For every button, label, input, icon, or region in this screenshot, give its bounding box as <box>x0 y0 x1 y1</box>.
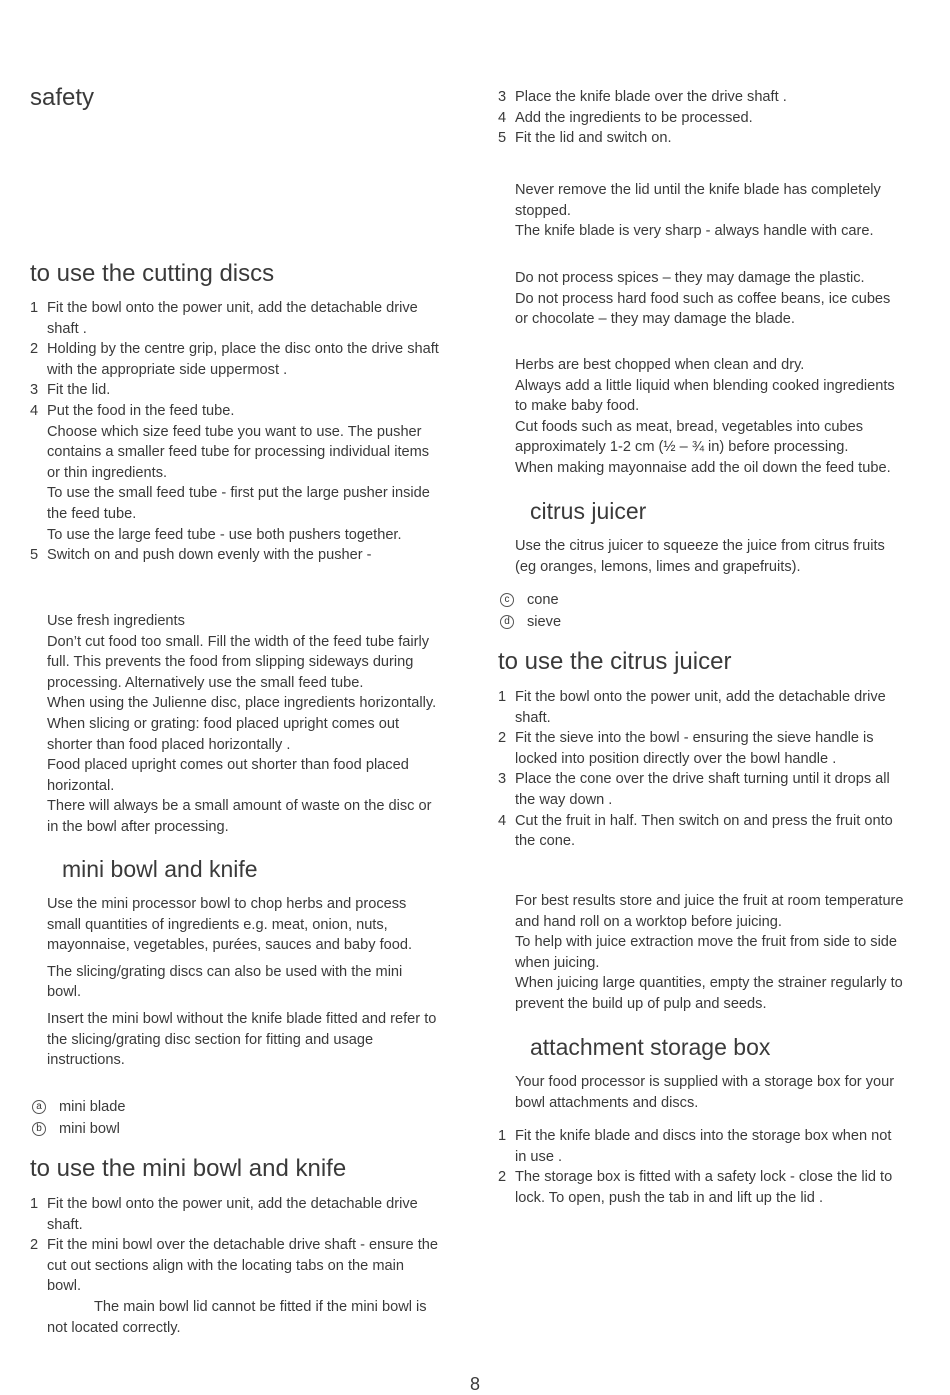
safety-heading <box>30 84 460 112</box>
text-line: Insert the mini bowl without the knife blade fitted and refer to <box>47 1010 437 1027</box>
step-text-line: cut out sections align with the locating tabs on the main <box>47 1257 404 1274</box>
step-text-line: the feed tube. <box>47 505 137 522</box>
storage-intro <box>498 1072 928 1113</box>
step-number: 1 <box>30 1196 39 1212</box>
cutting-hints <box>30 611 460 838</box>
step-number: 4 <box>498 812 507 829</box>
step-item <box>30 339 460 380</box>
step-text-line: bowl. <box>47 1278 82 1295</box>
step-text-line: shaft . <box>47 320 87 337</box>
text-line: Do not process spices – they may damage the plastic. <box>515 270 865 286</box>
step-text-line: Place the knife blade over the drive shaft . <box>515 89 787 105</box>
step-text-line: or thin ingredients. <box>47 464 168 481</box>
text-line: and hand roll on a worktop before juicing. <box>515 913 782 930</box>
text-line: in the bowl after processing. <box>47 818 229 835</box>
circled-letter-icon: c <box>500 593 514 607</box>
part-label: mini bowl <box>59 1121 120 1137</box>
step-text-line: Fit the knife blade and discs into the storage box when not <box>515 1128 892 1145</box>
step-text-line: contains a smaller feed tube for processing individual items <box>47 444 430 461</box>
step-text-line: Place the cone over the drive shaft turning until it drops all <box>515 771 890 788</box>
step-item <box>498 108 928 129</box>
text-line: Use the citrus juicer to squeeze the juice from citrus fruits <box>515 538 885 554</box>
mini-discs-note <box>30 962 460 1003</box>
step-number: 3 <box>498 89 507 105</box>
heading-cutting-discs: to use the cutting discs <box>30 260 275 287</box>
warning-process-text <box>498 268 928 330</box>
part-label: cone <box>527 592 559 608</box>
step-text-line: Fit the sieve into the bowl - ensuring the sieve handle is <box>515 730 874 747</box>
step-number: 1 <box>498 1128 507 1145</box>
citrus-steps <box>498 687 928 852</box>
text-line: (eg oranges, lemons, limes and grapefruits). <box>515 558 801 575</box>
step-text-line: the way down . <box>515 791 613 808</box>
text-line: Your food processor is supplied with a storage box for your <box>515 1074 895 1090</box>
heading-safety: safety <box>30 84 95 111</box>
text-line: The knife blade is very sharp - always handle with care. <box>515 223 874 240</box>
step-item <box>30 401 460 545</box>
text-line: mayonnaise, vegetables, purées, sauces and baby food. <box>47 937 413 954</box>
step-number: 4 <box>498 109 507 126</box>
hint-list <box>30 611 460 838</box>
heading-mini-bowl: mini bowl and knife <box>62 856 258 882</box>
citrus-hints <box>498 891 928 1015</box>
text-line: When juicing large quantities, empty the strainer regularly to <box>515 975 903 992</box>
citrus-intro <box>498 536 928 577</box>
step-text-line: Add the ingredients to be processed. <box>515 109 753 126</box>
circled-letter-icon: a <box>32 1100 46 1114</box>
text-line: Do not process hard food such as coffee beans, ice cubes <box>515 290 891 307</box>
heading-citrus: citrus juicer <box>530 498 647 524</box>
step-item <box>30 298 460 339</box>
text-line: Herbs are best chopped when clean and dry. <box>515 357 805 373</box>
step-item <box>498 687 928 728</box>
text-line: shorter than food placed horizontally . <box>47 736 291 753</box>
text-line: instructions. <box>47 1052 125 1069</box>
knife-hints <box>498 355 928 479</box>
warning-knife <box>498 180 928 242</box>
step-text-line: in use . <box>515 1148 563 1165</box>
text-line: to make baby food. <box>515 398 640 415</box>
step-item <box>30 1235 460 1297</box>
section-cutting-discs <box>30 260 460 566</box>
step-number: 2 <box>498 730 507 747</box>
step-number: 3 <box>30 382 39 399</box>
text-line: To help with juice extraction move the fruit from side to side <box>515 934 898 951</box>
step-text-line: Fit the lid and switch on. <box>515 130 672 147</box>
text-line: stopped. <box>515 202 571 219</box>
step-text-line: the cone. <box>515 833 576 850</box>
step-text-line: Fit the mini bowl over the detachable drive shaft - ensure the <box>47 1237 438 1254</box>
circled-letter-icon: b <box>32 1122 46 1136</box>
text-line: horizontal. <box>47 777 115 794</box>
text-line: Use the mini processor bowl to chop herbs and process <box>47 896 407 912</box>
text-line: Cut foods such as meat, bread, vegetables into cubes <box>515 418 864 435</box>
hint-list <box>498 355 928 479</box>
text-line: The main bowl lid cannot be fitted if the mini bowl is <box>94 1298 427 1315</box>
text-line: Use fresh ingredients <box>47 613 185 629</box>
section-use-mini <box>30 1155 460 1338</box>
step-number: 2 <box>498 1169 507 1186</box>
text-line: small quantities of ingredients e.g. meat, onion, nuts, <box>47 916 388 933</box>
text-line: bowl. <box>47 984 82 1001</box>
step-number: 3 <box>498 771 507 788</box>
step-text-line: The storage box is fitted with a safety lock - close the lid to <box>515 1169 893 1186</box>
step-number: 5 <box>498 130 507 147</box>
text-line: the slicing/grating disc section for fitting and usage <box>47 1031 374 1048</box>
text-line: or chocolate – they may damage the blade. <box>515 311 795 328</box>
step-text-line: To use the large feed tube - use both pushers together. <box>47 526 402 543</box>
step-number: 2 <box>30 341 39 358</box>
mini-intro <box>30 894 460 956</box>
text-line: Never remove the lid until the knife blade has completely <box>515 182 881 198</box>
storage-steps <box>498 1126 928 1208</box>
step-text-line: Fit the bowl onto the power unit, add the detachable drive <box>515 689 886 705</box>
step-text-line: Holding by the centre grip, place the disc onto the drive shaft <box>47 341 439 358</box>
text-line: when juicing. <box>515 954 600 971</box>
mini-insert-note <box>30 1009 460 1071</box>
citrus-parts <box>498 590 928 634</box>
step-text-line: Choose which size feed tube you want to use. The pusher <box>47 423 422 440</box>
hint-list <box>498 891 928 1015</box>
step-text-line: To use the small feed tube - first put the large pusher inside <box>47 485 430 502</box>
warning-process <box>498 268 928 330</box>
text-line: not located correctly. <box>47 1319 181 1336</box>
section-mini-bowl <box>30 855 460 1071</box>
step-item <box>498 769 928 810</box>
step-text-line: locked into position directly over the bowl handle . <box>515 750 837 767</box>
text-line: prevent the build up of pulp and seeds. <box>515 995 767 1012</box>
text-line: Food placed upright comes out shorter than food placed <box>47 757 409 774</box>
step-item <box>30 380 460 401</box>
cutting-steps <box>30 298 460 566</box>
step-text-line: with the appropriate side uppermost . <box>47 361 288 378</box>
page-number: 8 <box>469 1374 480 1394</box>
mini-steps <box>30 1194 460 1297</box>
heading-use-mini: to use the mini bowl and knife <box>30 1155 347 1182</box>
text-line: full. This prevents the food from slipping sideways during <box>47 654 414 671</box>
step-item <box>498 811 928 852</box>
step-item <box>30 1194 460 1235</box>
part-label: sieve <box>527 614 562 630</box>
step-text-line: Cut the fruit in half. Then switch on and press the fruit onto <box>515 812 893 829</box>
text-line: bowl attachments and discs. <box>515 1094 699 1111</box>
step-text-line: Fit the lid. <box>47 382 111 399</box>
mini-parts <box>30 1097 460 1141</box>
circled-letter-icon: d <box>500 615 514 629</box>
text-line: processing. Alternatively use the small feed tube. <box>47 674 364 691</box>
step-number: 5 <box>30 547 39 564</box>
text-line: Always add a little liquid when blending cooked ingredients <box>515 377 895 394</box>
step-text-line: Fit the bowl onto the power unit, add the detachable drive <box>47 300 418 316</box>
step-number: 4 <box>30 402 39 419</box>
step-item <box>498 728 928 769</box>
heading-storage: attachment storage box <box>530 1034 771 1060</box>
mini-lid-note <box>30 1297 460 1338</box>
step-text-line: Switch on and push down evenly with the pusher - <box>47 547 372 564</box>
section-storage <box>498 1033 928 1209</box>
text-line: approximately 1-2 cm (½ – ¾ in) before processing. <box>515 439 849 456</box>
part-item <box>30 1119 460 1141</box>
text-line: The slicing/grating discs can also be used with the mini <box>47 963 403 980</box>
step-item <box>498 1126 928 1167</box>
text-line: When using the Julienne disc, place ingredients horizontally. <box>47 695 437 712</box>
warning-knife-text <box>498 180 928 242</box>
step-text-line: shaft. <box>47 1216 83 1233</box>
text-line: When slicing or grating: food placed upright comes out <box>47 715 400 732</box>
step-item <box>498 1167 928 1208</box>
step-text-line: shaft. <box>515 709 551 726</box>
section-citrus <box>498 497 928 577</box>
part-item <box>498 612 928 634</box>
step-item <box>30 545 460 566</box>
step-text-line: Put the food in the feed tube. <box>47 402 235 419</box>
text-line: Don’t cut food too small. Fill the width of the feed tube fairly <box>47 633 430 650</box>
step-item <box>498 128 928 149</box>
step-item <box>498 87 928 108</box>
part-label: mini blade <box>59 1099 126 1115</box>
step-number: 1 <box>30 300 39 316</box>
heading-use-citrus: to use the citrus juicer <box>498 648 732 675</box>
knife-steps <box>498 87 928 149</box>
text-line: There will always be a small amount of waste on the disc or <box>47 798 432 815</box>
text-line: For best results store and juice the fruit at room temperature <box>515 893 904 909</box>
step-number: 1 <box>498 689 507 705</box>
part-item <box>30 1097 460 1119</box>
part-item <box>498 590 928 612</box>
step-number: 2 <box>30 1237 39 1254</box>
step-text-line: Fit the bowl onto the power unit, add the detachable drive <box>47 1196 418 1212</box>
text-line: When making mayonnaise add the oil down the feed tube. <box>515 459 891 476</box>
section-use-citrus <box>498 648 928 852</box>
step-text-line: lock. To open, push the tab in and lift up the lid . <box>515 1189 824 1206</box>
